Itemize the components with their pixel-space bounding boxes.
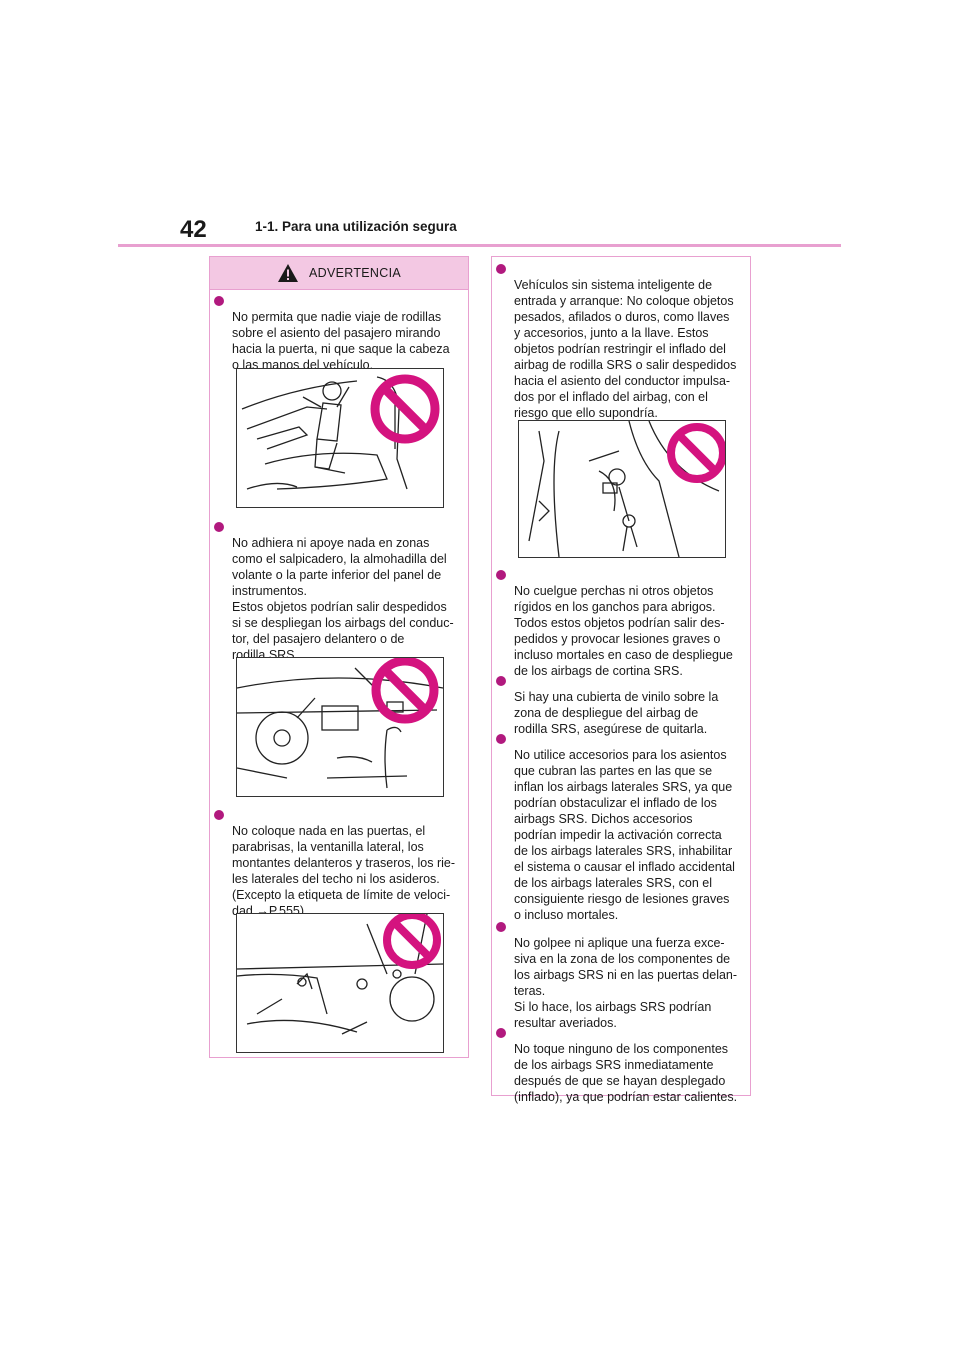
list-item xyxy=(496,567,750,679)
prohibited-icon xyxy=(387,915,437,965)
list-item xyxy=(496,1025,750,1105)
bullet-icon xyxy=(496,570,506,580)
warning-header xyxy=(210,257,468,290)
item-text: Si hay una cubierta de vinilo sobre la zona de despliegue del airbag de rodilla SRS, asegúrese de quitarla. xyxy=(514,690,719,736)
illustration-key-accessories xyxy=(518,420,726,558)
bullet-icon xyxy=(496,264,506,274)
bullet-icon xyxy=(214,810,224,820)
section-title: 1-1. Para una utilización segura xyxy=(255,219,457,234)
illustration-kneeling-passenger xyxy=(236,368,444,508)
bullet-icon xyxy=(496,1028,506,1038)
list-item xyxy=(496,673,750,737)
bullet-icon xyxy=(496,734,506,744)
warning-box xyxy=(209,256,469,1058)
item-text: No adhiera ni apoye nada en zonas como el salpicadero, la almohadilla del volante o la parte inferior del panel de instrumentos. Estos objetos podrían salir despedidos si se despliegan los airbags del conduc- tor, del pasajero delantero o de rodilla SRS. xyxy=(232,536,454,662)
illustration-interior-pillars xyxy=(236,913,444,1053)
bullet-icon xyxy=(496,922,506,932)
illustration-dashboard-objects xyxy=(236,657,444,797)
item-text: No utilice accesorios para los asientos que cubran las partes en las que se inflan los airbags laterales SRS, ya que podrían obstaculizar el inflado de los airbags SRS. Dichos accesorios podrían impedir la activación correcta de los airbags laterales SRS, inhabilitar el sistema o causar el inflado accidental de los airbags laterales SRS, con el consiguiente riesgo de lesiones graves o incluso mortales. xyxy=(514,748,735,922)
list-item xyxy=(496,261,750,421)
warning-title: ADVERTENCIA xyxy=(309,266,401,280)
warning-triangle-icon xyxy=(277,263,299,283)
list-item xyxy=(496,731,750,923)
header-rule xyxy=(118,244,841,247)
list-item xyxy=(496,919,750,1031)
prohibited-icon xyxy=(375,379,435,439)
page-number: 42 xyxy=(180,216,207,243)
bullet-icon xyxy=(214,522,224,532)
item-text: No golpee ni aplique una fuerza exce- siva en la zona de los componentes de los airbags SRS ni en las puertas delan- teras. Si lo hace, los airbags SRS podrían resultar averiados. xyxy=(514,936,738,1030)
list-item xyxy=(214,519,468,663)
item-text: No toque ninguno de los componentes de los airbags SRS inmediatamente después de que se hayan desplegado (inflado), ya que podrían estar calientes. xyxy=(514,1042,738,1104)
list-item xyxy=(214,807,468,919)
item-text: No permita que nadie viaje de rodillas sobre el asiento del pasajero mirando hacia la puerta, ni que saque la cabeza o las manos del vehículo. xyxy=(232,310,450,372)
item-text: Vehículos sin sistema inteligente de entrada y arranque: No coloque objetos pesados, afilados o duros, como llaves y accesorios, junto a la llave. Estos objetos podrían restringir el inflado del airbag de rodilla SRS o salir despedidos hacia el asiento del conductor impulsa- dos por el inflado del airbag, con el riesgo que ello supondría. xyxy=(514,278,737,420)
bullet-icon xyxy=(214,296,224,306)
item-text: No coloque nada en las puertas, el parabrisas, la ventanilla lateral, los montantes delanteros y traseros, los rie- les laterales del techo ni los asideros. (Excepto la etiqueta de límite de veloci- dad →P.555) xyxy=(232,824,456,918)
prohibited-icon xyxy=(671,427,723,479)
list-item xyxy=(214,293,468,373)
warning-box-continued xyxy=(491,256,751,1104)
bullet-icon xyxy=(496,676,506,686)
item-text: No cuelgue perchas ni otros objetos rígidos en los ganchos para abrigos. Todos estos objetos podrían salir des- pedidos y provocar lesiones graves o incluso mortales en caso de despliegue de los airbags de cortina SRS. xyxy=(514,584,733,678)
